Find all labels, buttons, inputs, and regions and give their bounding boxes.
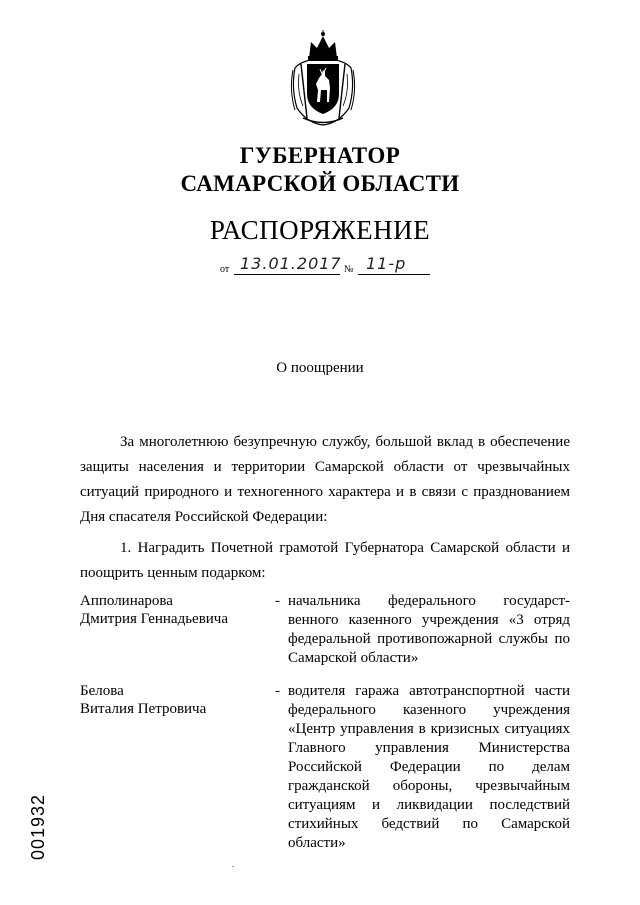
subject-heading: О поощрении	[276, 360, 364, 376]
recipient-2-given-names: Виталия Петровича	[80, 701, 207, 717]
coat-of-arms-icon	[287, 28, 359, 128]
date-number-row	[220, 252, 440, 282]
scan-speck	[232, 866, 234, 867]
date-underline	[234, 274, 340, 275]
recipient-2-surname: Белова	[80, 683, 124, 699]
recipient-1-given-names: Дмитрия Геннадьевича	[80, 611, 229, 627]
title-line-2: САМАРСКОЙ ОБЛАСТИ	[180, 171, 460, 196]
intro-paragraph: За многолетнюю безупречную службу, большой вклад в обеспечение защиты населения и территории Самарской области от чрезвычайных ситуаций природного и техногенного характера и в связи с празднованием Дня спасателя Российской Федерации:	[80, 434, 570, 525]
recipient-2-position: водителя гаража автотранспортной части федерального казенного учреждения «Центр управления в кризисных ситуациях Главного управления Министерства Российской Федерации по делам гражданской обороны, чрезвычайным ситуациям и ликвидации последствий стихийных бедствий по Самарской области»	[288, 683, 570, 851]
recipient-1-name	[80, 592, 270, 628]
number-prefix: №	[344, 264, 354, 275]
date-prefix: от	[220, 264, 230, 275]
number-value: 11-р	[366, 254, 407, 273]
recipient-1-dash: -	[275, 593, 280, 609]
title-line-1: ГУБЕРНАТОР	[239, 143, 401, 168]
recipient-2-dash: -	[275, 683, 280, 699]
date-value: 13.01.2017	[240, 254, 342, 273]
recipient-1-position: начальника федерального государст-венного казенного учреждения «3 отряд федеральной противопожарной службы по Самарской области»	[288, 593, 570, 666]
recipient-2-name	[80, 682, 270, 718]
item-1-paragraph: 1. Наградить Почетной грамотой Губернатора Самарской области и поощрить ценным подарком:	[80, 540, 570, 581]
serial-number: 001932	[28, 793, 48, 860]
number-underline	[358, 274, 430, 275]
recipient-1-surname: Апполинарова	[80, 593, 173, 609]
document-type: РАСПОРЯЖЕНИЕ	[209, 215, 431, 245]
